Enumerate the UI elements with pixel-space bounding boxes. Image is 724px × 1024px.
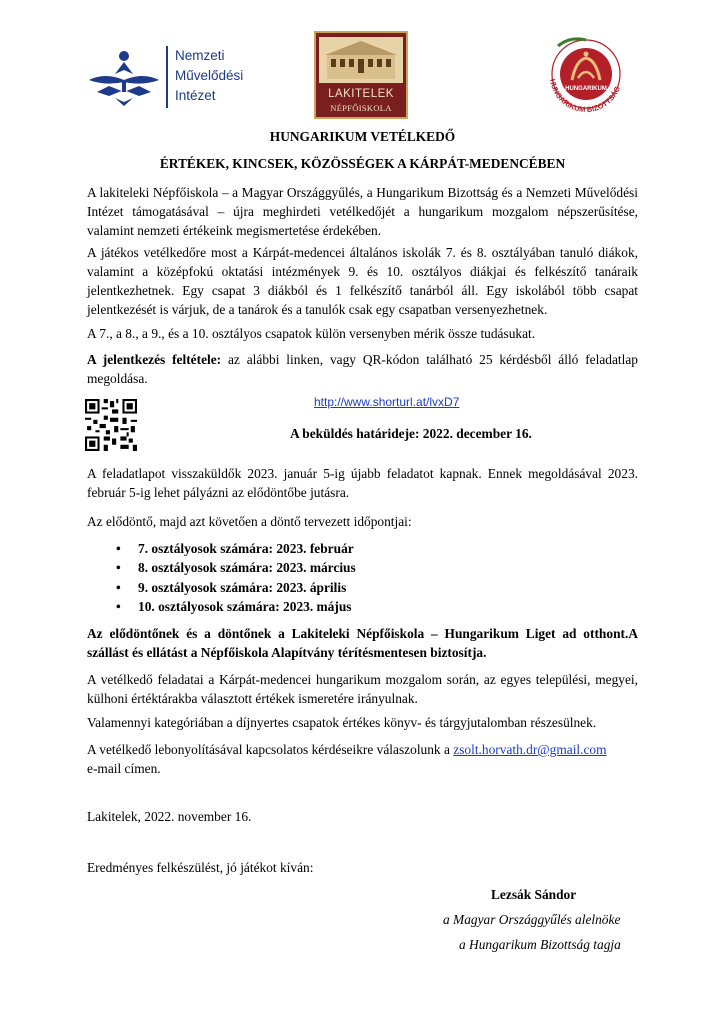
- nmi-line2: Művelődési: [175, 68, 244, 83]
- paragraph-prizes: Valamennyi kategóriában a díjnyertes csapatok értékes könyv- és tárgyjutalomban részesülnek.: [87, 715, 597, 730]
- place-date: Lakitelek, 2022. november 16.: [87, 809, 252, 824]
- paragraph-participants: A játékos vetélkedőre most a Kárpát-medencei általános iskolák 7. és 8. osztályában tanuló diákok, valamint a középfokú oktatási intézmények 9. és 10. osztályos diákjai és felkészítő tanáraik jelentkezhetnek. Egy csapat 3 diákból és 1 felkészítő tanárból áll. Egy iskolából több csapat jelentkezését is várjuk, de a tanárok és a tanulók csak egy csapatban versenyezhetnek.: [87, 245, 638, 317]
- signer-role-1: a Magyar Országgyűlés alelnöke: [443, 912, 621, 927]
- contact-email-link[interactable]: zsolt.horvath.dr@gmail.com: [453, 742, 607, 757]
- schedule-item: • 9. osztályosok számára: 2023. április: [110, 578, 356, 597]
- nmi-logo: [85, 42, 255, 112]
- hungarikum-seal-icon: [536, 32, 636, 124]
- signer-name: Lezsák Sándor: [491, 887, 577, 902]
- paragraph-application: [87, 350, 638, 388]
- schedule-item: • 10. osztályosok számára: 2023. május: [110, 597, 356, 616]
- application-label: A jelentkezés feltétele:: [87, 352, 222, 367]
- paragraph-categories: A 7., a 8., a 9., és a 10. osztályos csapatok külön versenyben mérik össze tudásukat.: [87, 326, 536, 341]
- title: HUNGARIKUM VETÉLKEDŐ: [269, 129, 456, 144]
- nmi-line1: Nemzeti: [175, 48, 225, 63]
- nmi-emblem-icon: [85, 46, 163, 110]
- schedule-item: • 7. osztályosok számára: 2023. február: [110, 539, 356, 558]
- paragraph-contact: [87, 740, 638, 778]
- hungarikum-inner-text: HUNGARIKUM: [565, 86, 607, 92]
- paragraph-venue: Az elődöntőnek és a döntőnek a Lakiteleki Népfőiskola – Hungarikum Liget ad otthont.A szállást és ellátást a Népfőiskola Alapítvány térítésmentesen biztosítja.: [87, 626, 638, 660]
- hungarikum-ring-text: HUNGARIKUM BIZOTTSÁG: [548, 78, 623, 115]
- paragraph-schedule-intro: Az elődöntő, majd azt követően a döntő tervezett időpontjai:: [87, 514, 412, 529]
- lakitelek-logo: [314, 31, 408, 119]
- contact-text-end: e-mail címen.: [87, 761, 161, 776]
- paragraph-tasks: A vetélkedő feladatai a Kárpát-medencei hungarikum mozgalom során, az egyes települési, megyei, külhoni értéktárakba választott értékek ismeretére irányulnak.: [87, 672, 638, 706]
- application-text: az alábbi linken, vagy QR-kódon található 25 kérdésből álló feladatlap megoldása.: [87, 352, 638, 386]
- signer-role-2: a Hungarikum Bizottság tagja: [459, 937, 621, 952]
- qr-code[interactable]: [85, 399, 137, 451]
- schedule-item: • 8. osztályosok számára: 2023. március: [110, 558, 356, 577]
- schedule-list: [110, 539, 356, 616]
- lakitelek-line1: LAKITELEK: [328, 88, 394, 100]
- paragraph-next-round: A feladatlapot visszaküldők 2023. január 5-ig újabb feladatot kapnak. Ennek megoldásával 2023. február 5-ig lehet pályázni az elődöntőbe jutásra.: [87, 466, 638, 500]
- subtitle: ÉRTÉKEK, KINCSEK, KÖZÖSSÉGEK A KÁRPÁT-MEDENCÉBEN: [159, 156, 566, 171]
- hungarikum-logo: [536, 32, 636, 124]
- building-icon: [319, 37, 403, 83]
- contact-text: A vetélkedő lebonyolításával kapcsolatos kérdéseikre válaszolunk a: [87, 742, 454, 757]
- deadline: A beküldés határideje: 2022. december 16.: [290, 426, 532, 441]
- paragraph-intro: A lakiteleki Népfőiskola – a Magyar Országgyűlés, a Hungarikum Bizottság és a Nemzeti Művelődési Intézet támogatásával – újra meghirdeti vetélkedőjét a hungarikum mozgalom népszerűsítése, valamint nemzeti értékeink megismertetése érdekében.: [87, 185, 638, 238]
- nmi-line3: Intézet: [175, 88, 216, 103]
- lakitelek-line2: NÉPFŐISKOLA: [330, 103, 392, 113]
- closing-line: Eredményes felkészülést, jó játékot kíván:: [87, 860, 314, 875]
- application-link[interactable]: http://www.shorturl.at/lvxD7: [314, 395, 460, 409]
